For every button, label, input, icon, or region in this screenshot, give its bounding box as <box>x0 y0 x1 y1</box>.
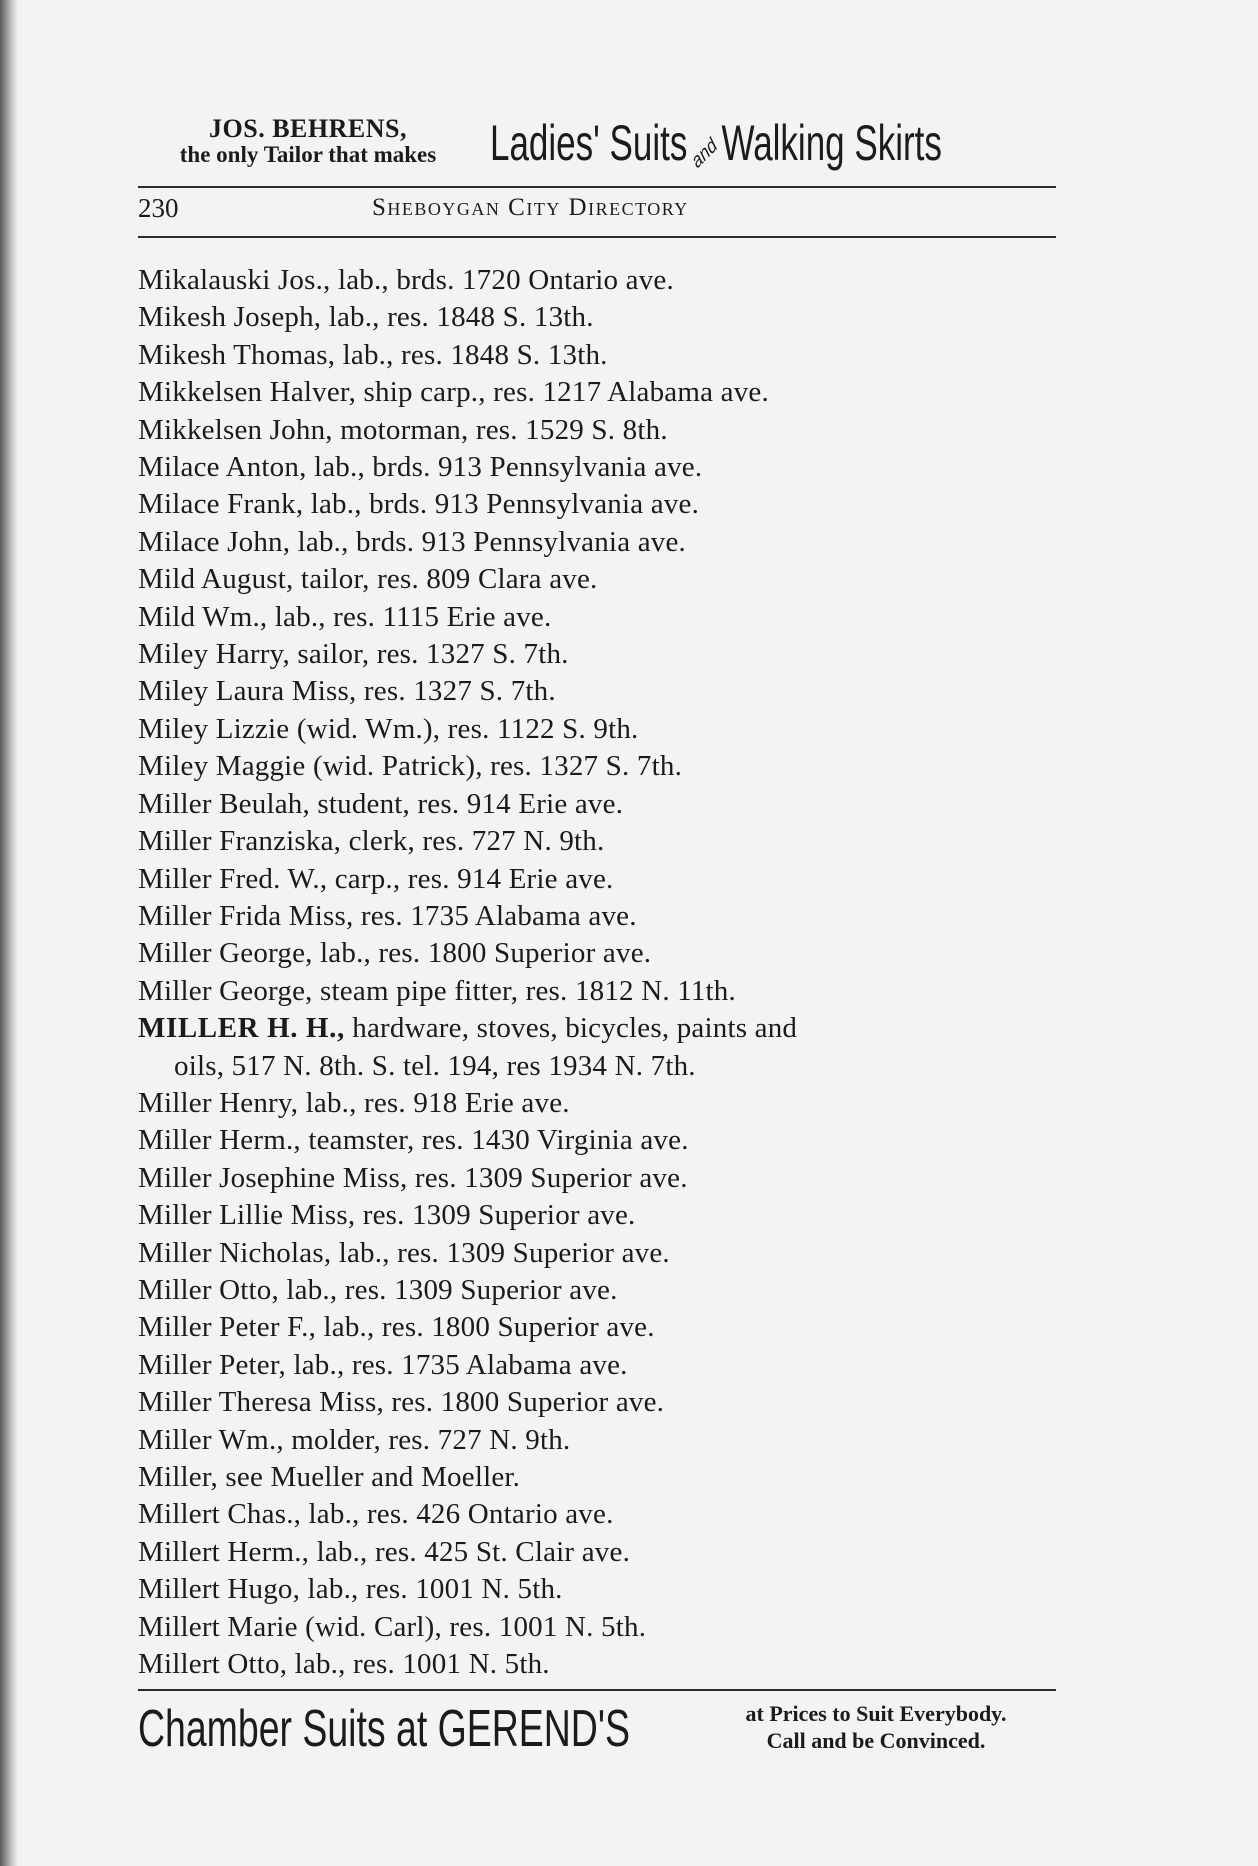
ad-ladies-suits: Ladies' Suits <box>490 115 688 171</box>
list-item: Miley Harry, sailor, res. 1327 S. 7th. <box>138 638 569 671</box>
list-item: Miller, see Mueller and Moeller. <box>138 1461 521 1493</box>
list-item: Miller Lillie Miss, res. 1309 Superior ave. <box>138 1199 636 1232</box>
list-item: Miller Herm., teamster, res. 1430 Virginia ave. <box>138 1124 689 1157</box>
list-item: Milace Frank, lab., brds. 913 Pennsylvania ave. <box>138 488 700 521</box>
list-item: Miller Wm., molder, res. 727 N. 9th. <box>138 1423 571 1456</box>
list-item: Mikesh Thomas, lab., res. 1848 S. 13th. <box>138 338 608 371</box>
ad-and-mark: and <box>688 131 720 174</box>
list-item: Mild August, tailor, res. 809 Clara ave. <box>138 563 598 596</box>
list-item: Milace Anton, lab., brds. 913 Pennsylvania ave. <box>138 451 703 484</box>
list-item: Mild Wm., lab., res. 1115 Erie ave. <box>138 600 552 633</box>
list-item: Millert Otto, lab., res. 1001 N. 5th. <box>138 1648 550 1681</box>
prices-ad-block <box>686 1700 1066 1754</box>
list-item: Miller Theresa Miss, res. 1800 Superior ave. <box>138 1386 665 1419</box>
list-item: Miller George, lab., res. 1800 Superior ave. <box>138 937 652 970</box>
top-rule <box>138 186 1056 188</box>
list-item: Milace John, lab., brds. 913 Pennsylvania ave. <box>138 525 687 558</box>
list-item: Millert Herm., lab., res. 425 St. Clair ave. <box>138 1535 631 1568</box>
tailor-name: JOS. BEHRENS, <box>209 114 407 143</box>
list-item: Mikalauski Jos., lab., brds. 1720 Ontario ave. <box>138 264 674 296</box>
list-item: Miller George, steam pipe fitter, res. 1812 N. 11th. <box>138 974 736 1007</box>
directory-title: Sheboygan City Directory <box>372 194 689 221</box>
directory-entries <box>138 262 1068 1683</box>
list-item: Miller Fred. W., carp., res. 914 Erie ave. <box>138 862 614 895</box>
list-item: Miller Peter F., lab., res. 1800 Superior ave. <box>138 1311 655 1344</box>
top-advertisement <box>138 112 1056 182</box>
page-edge-shadow <box>0 0 18 1866</box>
directory-page <box>138 0 1068 1866</box>
list-item: Mikesh Joseph, lab., res. 1848 S. 13th. <box>138 301 594 334</box>
tailor-ad-block <box>138 116 478 168</box>
list-item: Miller Frida Miss, res. 1735 Alabama ave. <box>138 899 637 932</box>
list-item: Miley Maggie (wid. Patrick), res. 1327 S. 7th. <box>138 750 683 783</box>
tailor-tagline: the only Tailor that makes <box>179 142 437 167</box>
business-details: hardware, stoves, bicycles, paints and <box>344 1012 798 1045</box>
prices-line: at Prices to Suit Everybody. <box>745 1701 1007 1726</box>
business-listing-continuation: oils, 517 N. 8th. S. tel. 194, res 1934 N. 7th. <box>174 1049 696 1082</box>
suits-skirts-ad <box>490 112 942 182</box>
list-item: Miller Otto, lab., res. 1309 Superior ave. <box>138 1273 618 1306</box>
chamber-suits-ad: Chamber Suits at GEREND'S <box>138 1700 630 1758</box>
header-rule <box>138 236 1056 238</box>
convinced-line: Call and be Convinced. <box>766 1728 986 1753</box>
page-number: 230 <box>138 193 179 223</box>
list-item: Miller Beulah, student, res. 914 Erie ave. <box>138 787 624 820</box>
list-item: Miley Lizzie (wid. Wm.), res. 1122 S. 9th. <box>138 712 639 745</box>
list-item: Mikkelsen Halver, ship carp., res. 1217 Alabama ave. <box>138 376 769 409</box>
ad-walking-skirts: Walking Skirts <box>721 115 942 171</box>
bottom-advertisement <box>138 1696 1068 1768</box>
list-item: Millert Chas., lab., res. 426 Ontario ave. <box>138 1498 614 1531</box>
bottom-rule <box>138 1689 1056 1691</box>
list-item: Miller Nicholas, lab., res. 1309 Superior ave. <box>138 1236 670 1269</box>
list-item: Miller Josephine Miss, res. 1309 Superior ave. <box>138 1161 688 1194</box>
business-listing-miller-hh <box>138 1010 1068 1047</box>
list-item: Miller Franziska, clerk, res. 727 N. 9th. <box>138 825 605 858</box>
list-item: Millert Hugo, lab., res. 1001 N. 5th. <box>138 1573 563 1606</box>
list-item: Millert Marie (wid. Carl), res. 1001 N. 5th. <box>138 1610 647 1643</box>
running-header <box>138 193 1056 233</box>
list-item: Mikkelsen John, motorman, res. 1529 S. 8th. <box>138 413 668 446</box>
business-name: MILLER H. H., <box>138 1012 345 1045</box>
list-item: Miller Henry, lab., res. 918 Erie ave. <box>138 1086 570 1119</box>
list-item: Miley Laura Miss, res. 1327 S. 7th. <box>138 675 556 708</box>
list-item: Miller Peter, lab., res. 1735 Alabama ave. <box>138 1348 628 1381</box>
